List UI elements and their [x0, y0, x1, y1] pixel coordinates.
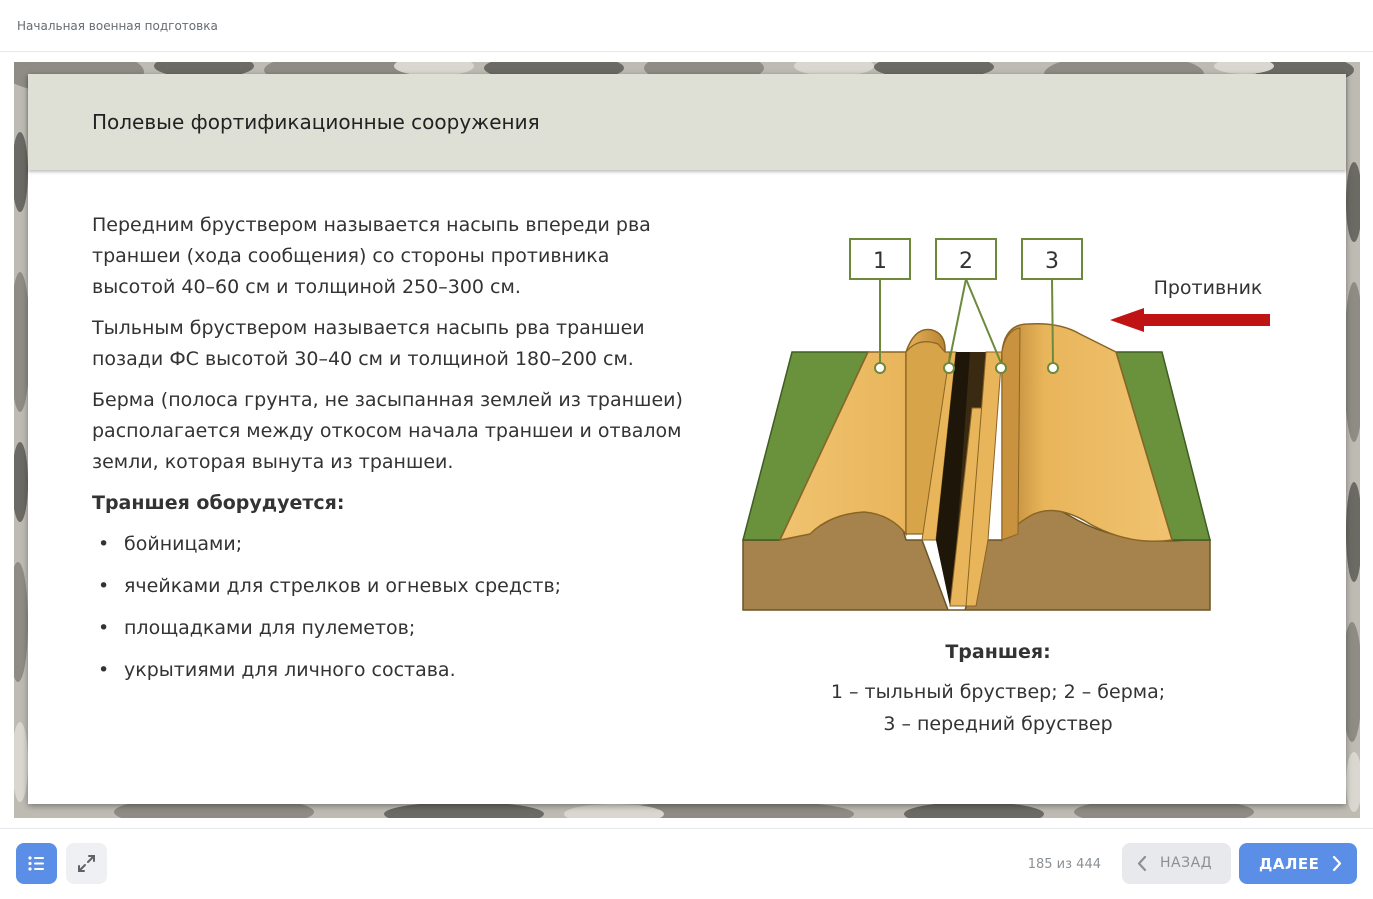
bullet-marker: •: [98, 533, 110, 555]
table-of-contents-button[interactable]: [16, 843, 57, 884]
slide-title: Полевые фортификационные сооружения: [92, 110, 540, 134]
slide-card: [28, 74, 1346, 804]
label-2: 2: [959, 249, 973, 274]
list-item: [92, 571, 692, 602]
bullet-marker: •: [98, 575, 110, 597]
fullscreen-button[interactable]: [66, 843, 107, 884]
paragraph-berm: Берма (полоса грунта, не засыпанная землей из траншеи) располагается между откосом начала траншеи и отвалом земли, которая вынута из траншеи.: [92, 389, 683, 473]
slide-header: [28, 74, 1346, 170]
equipment-list: [92, 529, 692, 686]
bottom-bar: [0, 828, 1373, 899]
chevron-left-icon: [1136, 855, 1148, 872]
slide-text: [92, 210, 692, 697]
paragraph-rear-parapet: Тыльным бруствером называется насыпь рва траншеи позади ФС высотой 30–40 см и толщиной 180–200 см.: [92, 317, 645, 370]
enemy-arrow-icon: [1110, 308, 1270, 332]
caption-line-1: 1 – тыльный бруствер; 2 – берма;: [830, 681, 1166, 703]
list-item-text: бойницами;: [124, 533, 243, 555]
caption-line-2: 3 – передний бруствер: [883, 713, 1113, 735]
expand-icon: [77, 854, 96, 873]
equipment-heading: Траншея оборудуется:: [92, 492, 345, 514]
paragraph-front-parapet: Передним бруствером называется насыпь впереди рва траншеи (хода сообщения) со стороны противника высотой 40–60 см и толщиной 250–300 см.: [92, 214, 651, 298]
bullet-marker: •: [98, 659, 110, 681]
list-item-text: площадками для пулеметов;: [124, 617, 416, 639]
chevron-right-icon: [1331, 855, 1343, 872]
enemy-label: Противник: [1153, 277, 1263, 299]
list-item-text: ячейками для стрелков и огневых средств;: [124, 575, 562, 597]
trench-diagram: [740, 234, 1300, 624]
bullet-marker: •: [98, 617, 110, 639]
back-label: НАЗАД: [1160, 855, 1213, 871]
list-item: [92, 613, 692, 644]
list-item: [92, 655, 692, 686]
label-1: 1: [873, 249, 887, 274]
caption-title: Траншея:: [945, 641, 1051, 663]
next-button[interactable]: [1239, 843, 1357, 884]
list-icon: [27, 854, 46, 873]
list-item: [92, 529, 692, 560]
label-3: 3: [1045, 249, 1059, 274]
figure-caption: [768, 636, 1228, 740]
course-title: Начальная военная подготовка: [17, 19, 218, 33]
list-item-text: укрытиями для личного состава.: [124, 659, 456, 681]
back-button[interactable]: [1122, 843, 1231, 884]
page-counter: 185 из 444: [1027, 857, 1101, 872]
next-label: ДАЛЕЕ: [1259, 855, 1320, 873]
top-bar: [0, 0, 1373, 52]
